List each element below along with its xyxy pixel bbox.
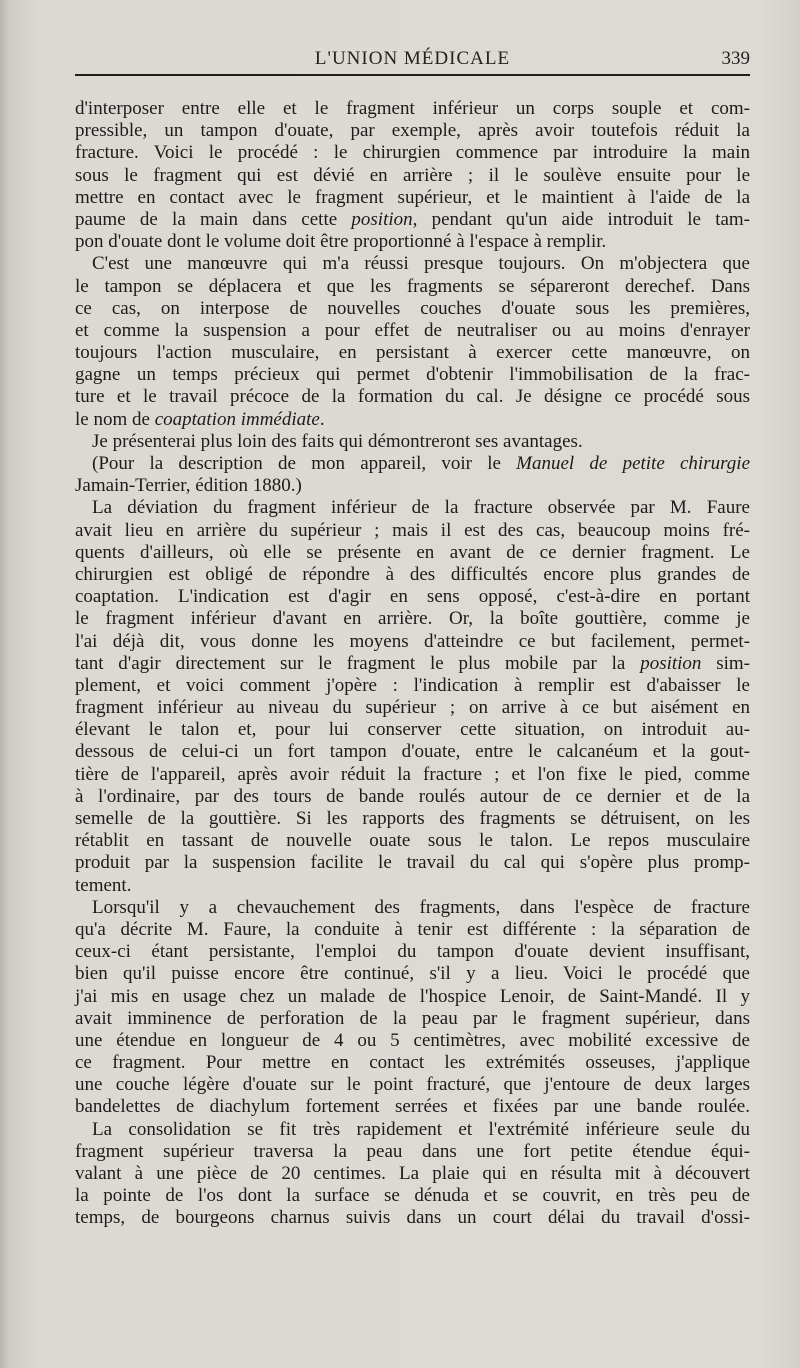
italic-phrase: Manuel de petite chirurgie — [516, 453, 750, 474]
text-line: d'interposer entre elle et le fragment inférieur un corps souple et com- — [75, 98, 750, 119]
text-line: une couche légère d'ouate sur le point fracturé, que j'entoure de deux larges — [75, 1074, 750, 1096]
text-line: le fragment inférieur d'avant en arrière. Or, la boîte gouttière, comme je — [75, 608, 750, 630]
text-line: ture et le travail précoce de la formation du cal. Je désigne ce procédé sous — [75, 386, 750, 408]
text-line: fracture. Voici le procédé : le chirurgien commence par introduire la main — [75, 142, 750, 164]
text-line: pressible, un tampon d'ouate, par exemple, après avoir toutefois réduit la — [75, 120, 750, 142]
text-line: une étendue en longueur de 4 ou 5 centimètres, avec mobilité excessive de — [75, 1029, 750, 1051]
running-title: L'UNION MÉDICALE — [314, 48, 511, 69]
text-line: l'ai déjà dit, vous donne les moyens d'atteindre ce but facilement, permet- — [75, 630, 750, 652]
text-line: temps, de bourgeons charnus suivis dans un court délai du travail d'ossi- — [75, 1207, 750, 1229]
text-line: Je présenterai plus loin des faits qui démontreront ses avantages. — [92, 430, 583, 452]
text-line: rétablit en tassant de nouvelle ouate sous le talon. Le repos musculaire — [75, 830, 750, 852]
text-line: produit par la suspension facilite le travail du cal qui s'opère plus promp- — [75, 852, 750, 874]
italic-phrase: coaptation immédiate — [154, 408, 320, 430]
page-header — [75, 44, 750, 76]
text-line: paume de la main dans cette position, pendant qu'un aide introduit le tam- — [75, 208, 751, 230]
text-line: chirurgien est obligé de répondre à des difficultés encore plus grandes de — [75, 563, 750, 585]
text-line: valant à une pièce de 20 centimes. La plaie qui en résulta mit à découvert — [75, 1163, 750, 1184]
text-line: tant d'agir directement sur le fragment le plus mobile par la position sim- — [75, 652, 751, 674]
text-line: tement. — [75, 874, 132, 896]
text-line: fragment supérieur traversa la peau dans une fort petite étendue équi- — [75, 1140, 750, 1162]
text-line: bien qu'il puisse encore être continué, s'il y a lieu. Voici le procédé que — [75, 963, 750, 985]
text-line: et comme la suspension a pour effet de neutraliser ou au moins d'enrayer — [75, 319, 750, 341]
text-line: C'est une manœuvre qui m'a réussi presque toujours. On m'objectera que — [92, 253, 750, 275]
text-line: Lorsqu'il y a chevauchement des fragments, dans l'espèce de fracture — [92, 896, 750, 918]
text-line: toujours l'action musculaire, en persistant à exercer cette manœuvre, on — [75, 342, 750, 364]
text-line: le nom de coaptation immédiate. — [75, 408, 325, 430]
text-line: dessous de celui-ci un fort tampon d'ouate, entre le calcanéum et la gout- — [75, 741, 750, 763]
text-line: coaptation. L'indication est d'agir en sens opposé, c'est-à-dire en portant — [75, 586, 750, 608]
page-number: 339 — [721, 48, 750, 69]
italic-phrase: position — [351, 208, 413, 230]
text-line: qu'a décrite M. Faure, la conduite à tenir est différente : la séparation de — [75, 918, 750, 940]
text-line: ceux-ci étant persistante, l'emploi du tampon d'ouate devient insuffisant, — [75, 941, 750, 963]
text-line: ce cas, on interpose de nouvelles couches d'ouate sous les premières, — [75, 297, 750, 319]
text-line: mettre en contact avec le fragment supérieur, et le maintient à l'aide de la — [75, 186, 750, 208]
text-line: fragment inférieur au niveau du supérieur ; on arrive à ce but aisément en — [75, 697, 750, 719]
text-line: pon d'ouate dont le volume doit être proportionné à l'espace à remplir. — [75, 231, 607, 253]
text-line: plement, et voici comment j'opère : l'indication à remplir est d'abaisser le — [75, 674, 750, 696]
text-line: j'ai mis en usage chez un malade de l'hospice Lenoir, de Saint-Mandé. Il y — [75, 985, 750, 1007]
text-line: (Pour la description de mon appareil, voir le Manuel de petite chirurgie — [92, 453, 750, 474]
italic-phrase: position — [640, 652, 702, 674]
text-line: sous le fragment qui est dévié en arrière ; il le soulève ensuite pour le — [75, 164, 750, 186]
text-line: élevant le talon et, pour lui conserver cette situation, on introduit au- — [75, 719, 750, 741]
text-line: gagne un temps précieux qui permet d'obtenir l'immobilisation de la frac- — [75, 364, 750, 386]
text-line: La consolidation se fit très rapidement et l'extrémité inférieure seule du — [92, 1118, 750, 1140]
text-line: tière de l'appareil, après avoir réduit la fracture ; et l'on fixe le pied, comme — [75, 763, 750, 785]
text-line: à l'ordinaire, par des tours de bande roulés autour de ce dernier et de la — [75, 785, 750, 807]
text-line: ce fragment. Pour mettre en contact les extrémités osseuses, j'applique — [75, 1052, 750, 1074]
text-line: Jamain-Terrier, édition 1880.) — [75, 475, 302, 497]
text-line: La déviation du fragment inférieur de la fracture observée par M. Faure — [92, 497, 750, 519]
text-line: semelle de la gouttière. Si les rapports des fragments se détruisent, on les — [75, 808, 750, 829]
text-line: avait lieu en arrière du supérieur ; mais il est des cas, beaucoup moins fré- — [75, 519, 750, 541]
page-body — [75, 98, 750, 1230]
text-line: bandelettes de diachylum fortement serrées et fixées par une bande roulée. — [75, 1096, 750, 1118]
text-line: le tampon se déplacera et que les fragments se sépareront derechef. Dans — [75, 275, 750, 297]
text-line: la pointe de l'os dont la surface se dénuda et se couvrit, en très peu de — [75, 1185, 750, 1207]
text-line: quents d'ailleurs, où elle se présente en avant de ce dernier fragment. Le — [75, 541, 750, 563]
text-line: avait imminence de perforation de la peau par le fragment supérieur, dans — [75, 1007, 750, 1029]
